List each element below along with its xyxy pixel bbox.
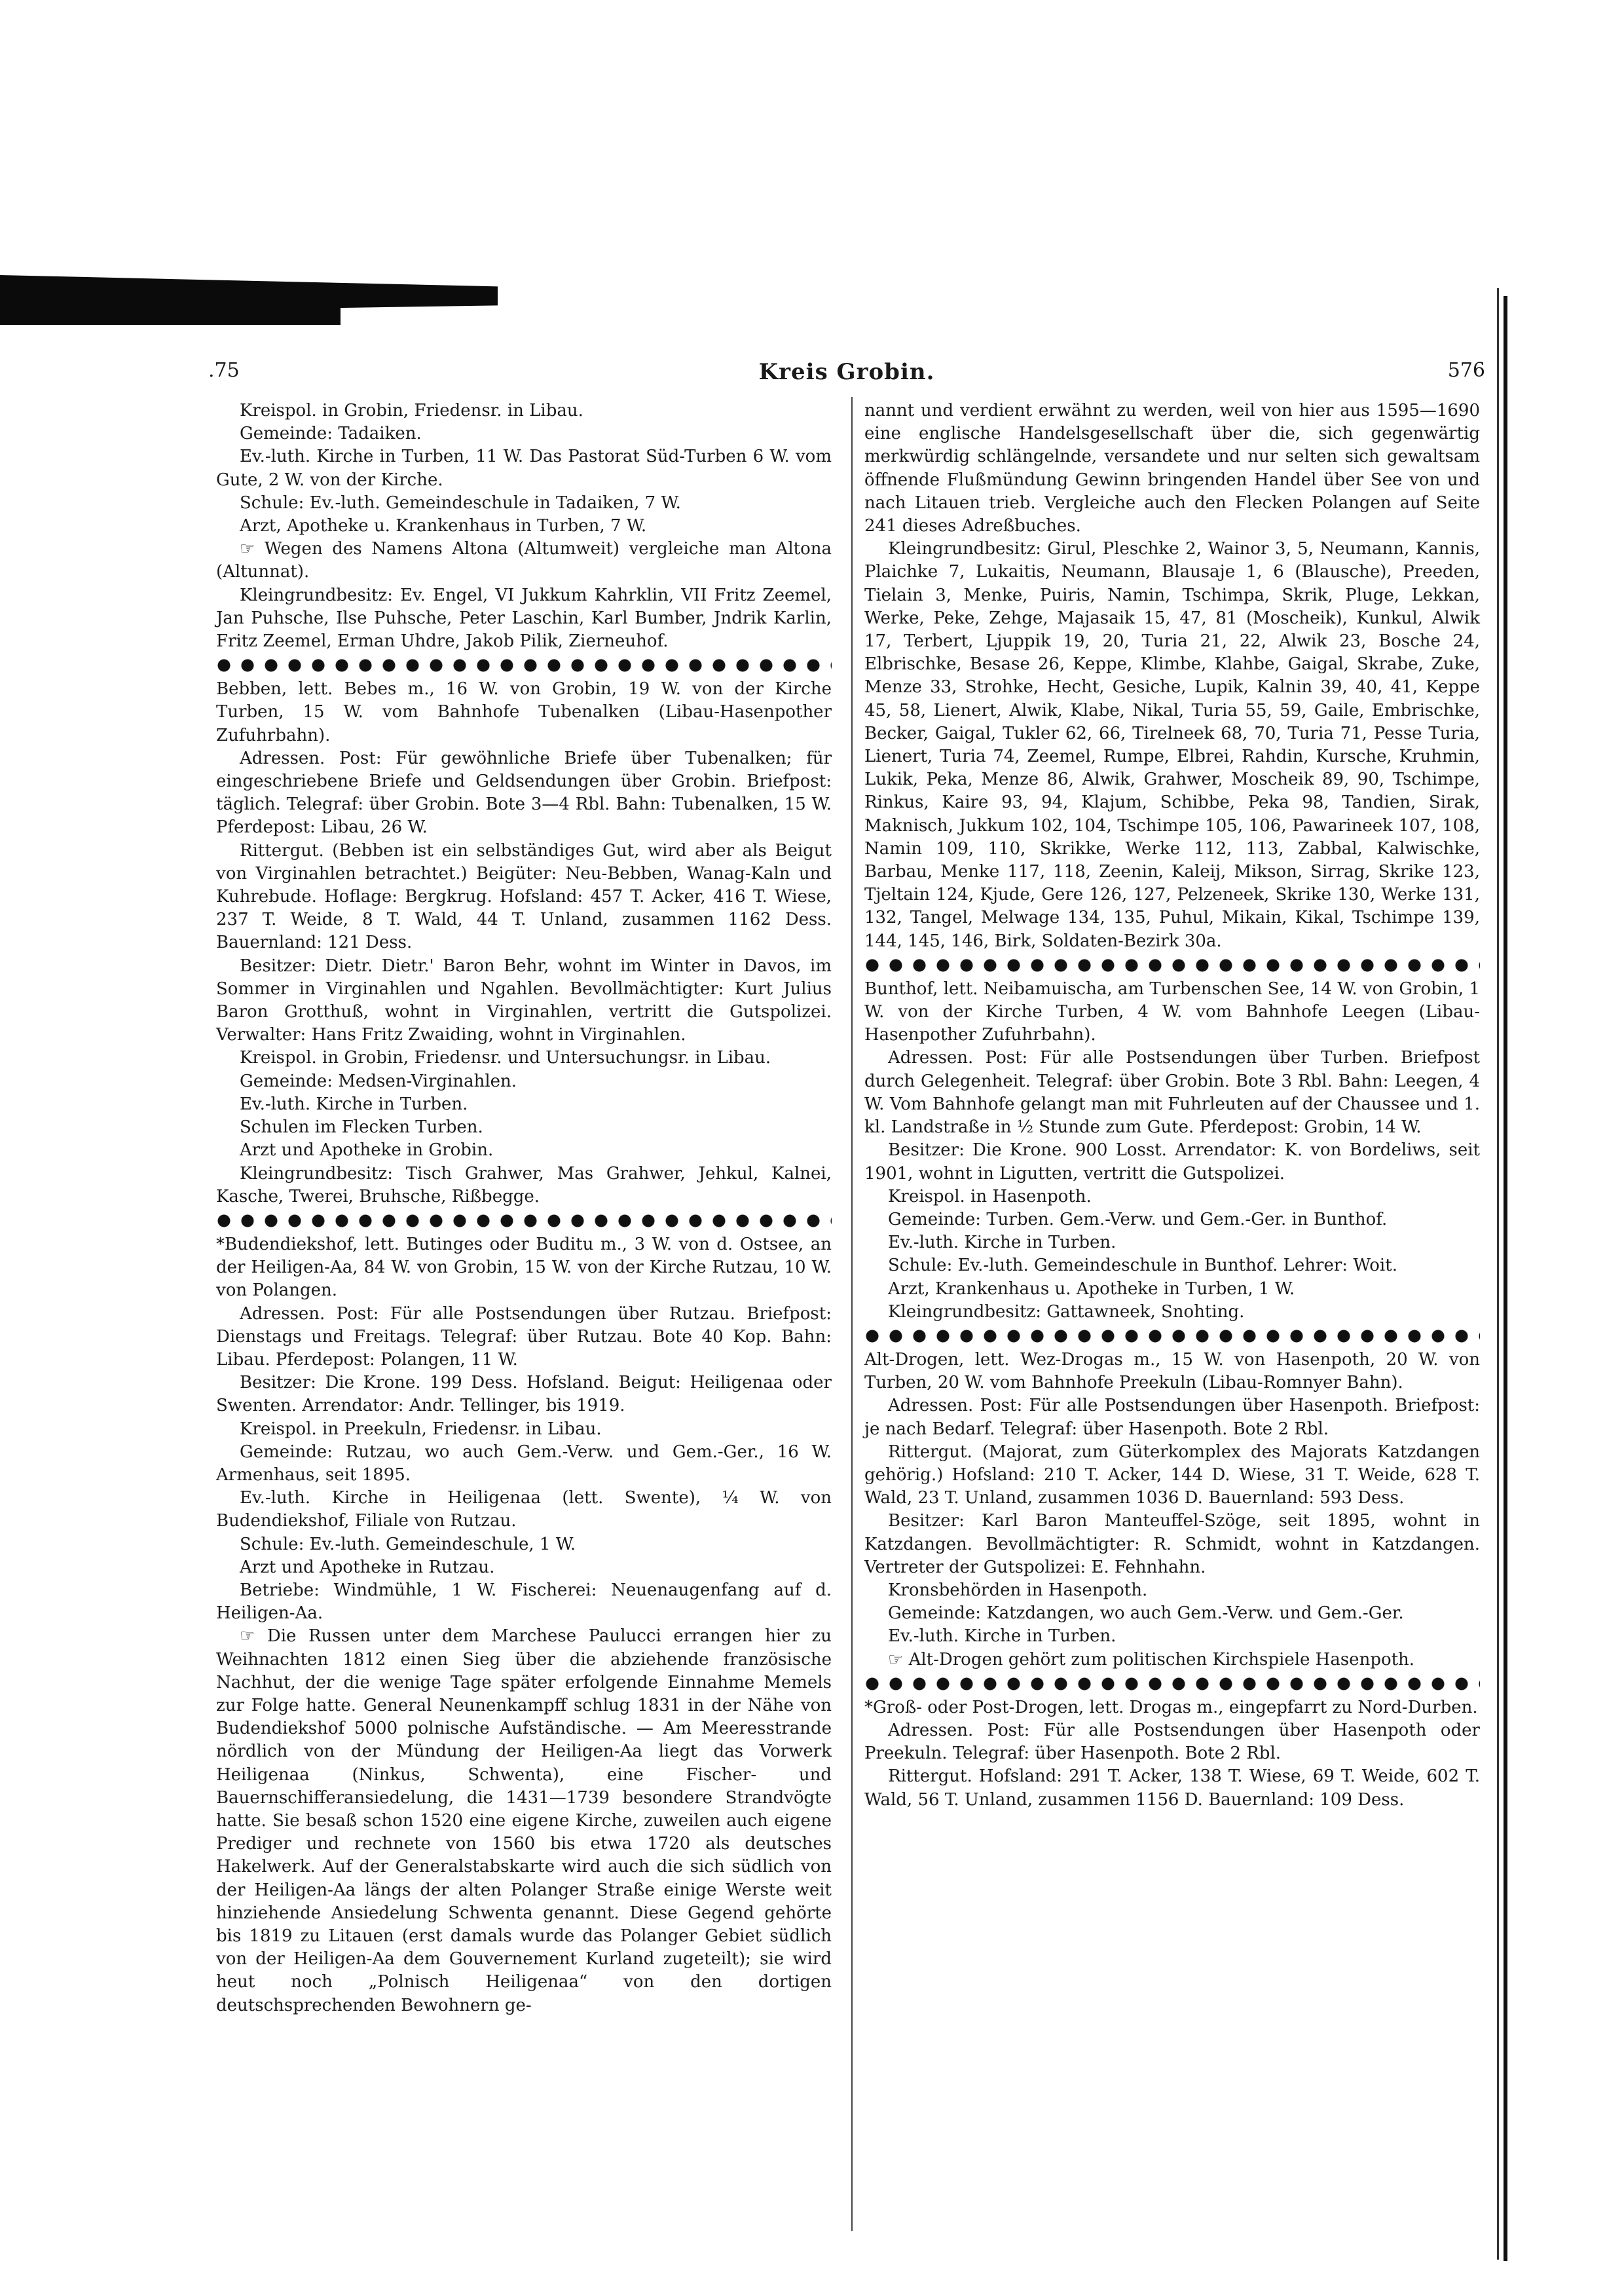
entry-line: Arzt, Krankenhaus u. Apotheke in Turben, 1 W. [888, 1278, 1295, 1299]
entry-line: Schulen im Flecken Turben. [240, 1117, 483, 1138]
entry-line: Rittergut. Hofsland: 291 T. Acker, 138 T. Wiese, 69 T. Weide, 602 T. Wald, 56 T. Unland, zusammen 1156 D. Bauernland: 109 Dess. [864, 1766, 1480, 1810]
estate-heading-gross-drogen: *Groß- oder Post-Drogen, lett. Drogas m., eingepfarrt zu Nord-Durben. [864, 1697, 1478, 1717]
entry-line: Kreispol. in Hasenpoth. [888, 1186, 1092, 1206]
entry-line: Ev.-luth. Kirche in Turben. [240, 1094, 468, 1114]
entry-line: Ev.-luth. Kirche in Turben, 11 W. Das Pastorat Süd-Turben 6 W. vom Gute, 2 W. von der Kirche. [216, 447, 832, 490]
entry-line: Schule: Ev.-luth. Gemeindeschule, 1 W. [240, 1534, 576, 1554]
entry-line: Schule: Ev.-luth. Gemeindeschule in Bunthof. Lehrer: Woit. [888, 1256, 1397, 1276]
estate-heading-alt-drogen: Alt-Drogen, lett. Wez-Drogas m., 15 W. von Hasenpoth, 20 W. von Turben, 20 W. vom Bahnhofe Preekuln (Libau-Romnyer Bahn). [864, 1349, 1480, 1393]
entry-line: Rittergut. (Bebben ist ein selbständiges Gut, wird aber als Beigut von Virginahlen betrachtet.) Beigüter: Neu-Bebben, Wanag-Kaln und Kuhrebude. Hoflage: Bergkrug. Hofsland: 457 T. Acker, 416 T. Wiese, 237 T. Weide, 8 T. Wald, 44 T. Unland, zusammen 1162 Dess. Bauernland: 121 Dess. [216, 840, 832, 953]
running-header [208, 359, 1485, 388]
estate-heading-bebben: Bebben, lett. Bebes m., 16 W. von Grobin, 19 W. von der Kirche Turben, 15 W. vom Bahnhofe Tubenalken (Libau-Hasenpother Zufuhrbahn). [216, 679, 832, 745]
section-ornament [864, 1328, 1480, 1345]
entry-line: Gemeinde: Medsen-Virginahlen. [240, 1071, 517, 1091]
entry-line: Kronsbehörden in Hasenpoth. [888, 1580, 1148, 1600]
entry-line: Besitzer: Die Krone. 199 Dess. Hofsland. Beigut: Heiligenaa oder Swenten. Arrendator: Andr. Tellinger, bis 1919. [216, 1373, 832, 1416]
column-divider [851, 397, 853, 2231]
left-column [216, 400, 832, 2017]
entry-line: Besitzer: Die Krone. 900 Losst. Arrendator: K. von Bordeliws, seit 1901, wohnt in Ligutten, vertritt die Gutspolizei. [864, 1140, 1480, 1184]
entry-line: Ev.-luth. Kirche in Turben. [888, 1626, 1116, 1647]
entry-line: Kreispol. in Grobin, Friedensr. in Libau. [240, 401, 583, 420]
entry-line: Ev.-luth. Kirche in Turben. [888, 1233, 1116, 1253]
entry-line: Kleingrundbesitz: Gattawneek, Snohting. [888, 1301, 1245, 1322]
entry-line: Gemeinde: Katzdangen, wo auch Gem.-Verw. und Gem.-Ger. [888, 1603, 1404, 1624]
entry-line: Adressen. Post: Für alle Postsendungen über Rutzau. Briefpost: Dienstags und Freitags. Telegraf: über Rutzau. Bote 40 Kop. Bahn: Libau. Pferdepost: Polangen, 11 W. [216, 1303, 832, 1370]
entry-line: Adressen. Post: Für alle Postsendungen über Hasenpoth. Briefpost: je nach Bedarf. Telegraf: über Hasenpoth. Bote 2 Rbl. [864, 1396, 1480, 1439]
entry-line: Betriebe: Windmühle, 1 W. Fischerei: Neuenaugenfang auf d. Heiligen-Aa. [216, 1580, 832, 1624]
right-column [864, 400, 1480, 1812]
estate-heading-bunthof: Bunthof, lett. Neibamuischa, am Turbenschen See, 14 W. von Grobin, 1 W. von der Kirche Turben, 4 W. vom Bahnhofe Leegen (Libau-Hasenpother Zufuhrbahn). [864, 979, 1480, 1045]
entry-note: ☞ Alt-Drogen gehört zum politischen Kirchspiele Hasenpoth. [888, 1649, 1415, 1670]
entry-line: Kleingrundbesitz: Tisch Grahwer, Mas Grahwer, Jehkul, Kalnei, Kasche, Twerei, Bruhsche, Rißbegge. [216, 1163, 832, 1206]
entry-line: Ev.-luth. Kirche in Heiligenaa (lett. Swente), ¼ W. von Budendiekshof, Filiale von Rutzau. [216, 1488, 832, 1531]
entry-line: Kleingrundbesitz: Ev. Engel, VI Jukkum Kahrklin, VII Fritz Zeemel, Jan Puhsche, Ilse Puhsche, Peter Laschin, Karl Bumber, Jndrik Karlin, Fritz Zeemel, Erman Uhdre, Jakob Pilik, Zierneuhof. [216, 585, 832, 652]
entry-line: Rittergut. (Majorat, zum Güterkomplex des Majorats Katzdangen gehörig.) Hofsland: 210 T. Acker, 144 D. Wiese, 31 T. Weide, 628 T. Wald, 23 T. Unland, zusammen 1036 D. Bauernland: 593 Dess. [864, 1442, 1480, 1508]
entry-line: Schule: Ev.-luth. Gemeindeschule in Tadaiken, 7 W. [240, 493, 681, 513]
entry-line: Gemeinde: Turben. Gem.-Verw. und Gem.-Ger. in Bunthof. [888, 1209, 1388, 1229]
estate-heading-budendiekshof: *Budendiekshof, lett. Butinges oder Buditu m., 3 W. von d. Ostsee, an der Heiligen-Aa, 84 W. von Grobin, 15 W. von der Kirche Rutzau, 10 W. von Polangen. [216, 1234, 832, 1301]
entry-line: Adressen. Post: Für alle Postsendungen über Hasenpoth oder Preekuln. Telegraf: über Hasenpoth. Bote 2 Rbl. [864, 1720, 1480, 1764]
section-ornament [216, 1212, 832, 1229]
entry-line: Kreispol. in Preekuln, Friedensr. in Libau. [240, 1419, 602, 1439]
page-edge-line [1497, 288, 1499, 2260]
entry-line: Kreispol. in Grobin, Friedensr. und Untersuchungsr. in Libau. [240, 1048, 771, 1068]
entry-note: ☞ Wegen des Namens Altona (Altumweit) vergleiche man Altona (Altunnat). [216, 539, 832, 582]
section-ornament [216, 657, 832, 674]
entry-line: Besitzer: Dietr. Dietr.' Baron Behr, wohnt im Winter in Davos, im Sommer in Virginahlen und Ngahlen. Bevollmächtigter: Kurt Julius Baron Grotthuß, wohnt in Virginahlen, vertritt die Gutspolizei. Verwalter: Hans Fritz Zwaiding, wohnt in Virginahlen. [216, 956, 832, 1045]
entry-line: Arzt und Apotheke in Rutzau. [240, 1557, 495, 1577]
entry-line: Gemeinde: Tadaiken. [240, 424, 422, 444]
scan-edge-shadow-lower [0, 296, 341, 325]
entry-line: Besitzer: Karl Baron Manteuffel-Szöge, seit 1895, wohnt in Katzdangen. Bevollmächtigter: R. Schmidt, wohnt in Katzdangen. Vertreter der Gutspolizei: E. Fehnhahn. [864, 1511, 1480, 1577]
entry-line: nannt und verdient erwähnt zu werden, weil von hier aus 1595—1690 eine englische Handelsgesellschaft über die, sich gegenwärtig merkwürdig schlängelnde, versandete und nur selten sich gewaltsam öffnende Flußmündung Gewinn bringenden Handel über See von und nach Litauen trieb. Vergleiche auch den Flecken Polangen auf Seite 241 dieses Adreßbuches. [864, 401, 1480, 536]
entry-line: Arzt, Apotheke u. Krankenhaus in Turben, 7 W. [240, 516, 647, 536]
entry-line: Adressen. Post: Für alle Postsendungen über Turben. Briefpost durch Gelegenheit. Telegraf: über Grobin. Bote 3 Rbl. Bahn: Leegen, 4 W. Vom Bahnhofe gelangt man mit Fuhrleuten auf der Chaussee und 1. kl. Landstraße in ½ Stunde zum Gute. Pferdepost: Grobin, 14 W. [864, 1048, 1480, 1138]
entry-line: Kleingrundbesitz: Girul, Pleschke 2, Wainor 3, 5, Neumann, Kannis, Plaichke 7, Lukaitis, Neumann, Blausaje 1, 6 (Blausche), Preeden, Tielain 3, Menke, Puiris, Namin, Tschimpa, Skrik, Pluge, Lekkan, Werke, Peke, Zehge, Majasaik 15, 47, 81 (Moscheik), Kunkul, Alwik 17, Terbert, Ljuppik 19, 20, Turia 21, 22, Alwik 23, Bosche 24, Elbrischke, Besase 26, Keppe, Klimbe, Klahbe, Gaigal, Skrabe, Zuke, Menze 33, Strohke, Hecht, Gesiche, Lupik, Kalnin 39, 40, 41, Keppe 45, 58, Lienert, Alwik, Klabe, Nikal, Turia 55, 59, Gaile, Embrischke, Becker, Gaigal, Tukler 62, 66, Tirelneek 68, 70, Turia 71, Pesse Turia, Lienert, Turia 74, Zeemel, Rumpe, Elbrei, Rahdin, Kursche, Kruhmin, Lukik, Peka, Menze 86, Alwik, Grahwer, Moscheik 89, 90, Tschimpe, Rinkus, Kaire 93, 94, Klajum, Schibbe, Peka 98, Tandien, Sirak, Maknisch, Jukkum 102, 104, Tschimpe 105, 106, Pawarineek 107, 108, Namin 109, 110, Skrikke, Werke 112, 113, Zabbal, Kalwischke, Barbau, Menke 117, 118, Zeenin, Kaleij, Mikson, Sirrag, Skrike 123, Tjeltain 124, Kjude, Gere 126, 127, Pelzeneek, Skrike 130, Werke 131, 132, Tangel, Melwage 134, 135, Puhul, Mikain, Kikal, Tschimpe 139, 144, 145, 146, Birk, Soldaten-Bezirk 30a. [864, 539, 1480, 951]
section-ornament [864, 1675, 1480, 1692]
page-number-right: 576 [1447, 359, 1485, 382]
entry-note: ☞ Die Russen unter dem Marchese Paulucci errangen hier zu Weihnachten 1812 einen Sieg über die abziehende französische Nachhut, der die wenige Tage später erfolgende Einnahme Memels zur Folge hatte. General Neunenkampff schlug 1831 in der Nähe von Budendiekshof 5000 polnische Aufständische. — Am Meeresstrande nördlich von der Mündung der Heiligen-Aa liegt das Vorwerk Heiligenaa (Ninkus, Schwenta), eine Fischer- und Bauernschifferansiedelung, die 1431—1739 besondere Strandvögte hatte. Sie besaß schon 1520 eine eigene Kirche, zuweilen auch eigene Prediger und rechnete von 1560 bis etwa 1720 als deutsches Hakelwerk. Auf der Generalstabskarte wird auch die sich südlich von der Heiligen-Aa längs der alten Polanger Straße einige Werste weit hinziehende Ansiedelung Schwenta genannt. Diese Gegend gehörte bis 1819 zu Litauen (erst damals wurde das Polanger Gebiet südlich von der Heiligen-Aa dem Gouvernement Kurland zugeteilt); sie wird heut noch „Polnisch Heiligenaa“ von den dortigen deutschsprechenden Bewohnern ge- [216, 1626, 832, 2015]
page-edge-border [1504, 296, 1507, 2261]
page-title: Kreis Grobin. [758, 359, 935, 385]
page-number-left: .75 [208, 359, 240, 382]
entry-line: Arzt und Apotheke in Grobin. [240, 1140, 494, 1161]
entry-line: Adressen. Post: Für gewöhnliche Briefe über Tubenalken; für eingeschriebene Briefe und Geldsendungen über Grobin. Briefpost: täglich. Telegraf: über Grobin. Bote 3—4 Rbl. Bahn: Tubenalken, 15 W. Pferdepost: Libau, 26 W. [216, 748, 832, 838]
section-ornament [864, 957, 1480, 974]
entry-line: Gemeinde: Rutzau, wo auch Gem.-Verw. und Gem.-Ger., 16 W. Armenhaus, seit 1895. [216, 1442, 832, 1485]
